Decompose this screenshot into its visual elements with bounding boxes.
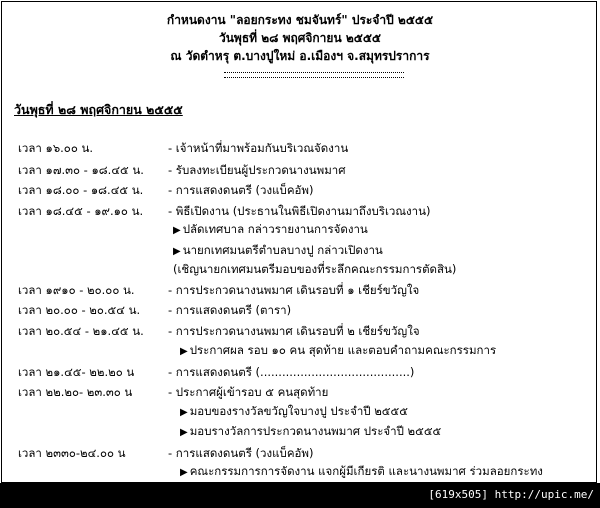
sub-item [180, 340, 496, 360]
sub-item [180, 461, 543, 481]
watermark-bar [0, 483, 600, 508]
schedule-time: เวลา ๑๙๑๐ - ๒๐.๐๐ น. [18, 283, 135, 297]
schedule-row [0, 382, 600, 402]
schedule-row [0, 443, 600, 463]
schedule-desc: - การแสดงดนตรี (ตารา) [168, 303, 292, 317]
schedule-desc: - การแสดงดนตรี (.........................................) [168, 365, 415, 379]
schedule-desc: - พิธีเปิดงาน (ประธานในพิธีเปิดงานมาถึงบริเวณงาน) [168, 204, 431, 218]
schedule-row [0, 321, 600, 341]
opening-note: (เชิญนายกเทศมนตรีมอบของที่ระลึกคณะกรรมการตัดสิน) [173, 262, 457, 276]
schedule-time: เวลา ๑๗.๓๐ - ๑๘.๔๕ น. [18, 163, 144, 177]
schedule-desc: - การประกวดนางนพมาศ เดินรอบที่ ๒ เชียร์ขวัญใจ [168, 324, 420, 338]
header-line-1: กำหนดงาน "ลอยกระทง ชมจันทร์" ประจำปี ๒๕๕๕ [166, 13, 434, 27]
schedule-time: เวลา ๑๘.๐๐ - ๑๘.๔๕ น. [18, 183, 144, 197]
arrow-right-icon: ▶ [180, 467, 188, 478]
schedule-row [0, 201, 600, 221]
schedule-time: เวลา ๒๓๓๐-๒๔.๐๐ น [18, 446, 126, 460]
arrow-right-icon: ▶ [173, 246, 181, 257]
schedule-time: เวลา ๑๖.๐๐ น. [18, 141, 94, 155]
schedule-row [0, 300, 600, 320]
sub-item-text: ปลัดเทศบาล กล่าวรายงานการจัดงาน [182, 222, 368, 236]
sub-item-text: คณะกรรมการการจัดงาน แจกผู้มีเกียรติ และนางนพมาศ ร่วมลอยกระทง [189, 464, 543, 478]
arrow-right-icon: ▶ [180, 427, 188, 438]
sub-item-text: นายกเทศมนตรีตำบลบางปู กล่าวเปิดงาน [182, 243, 383, 257]
schedule-time: เวลา ๒๐.๐๐ - ๒๐.๕๔ น. [18, 303, 141, 317]
watermark-text: [619x505] http://upic.me/ [428, 488, 594, 501]
schedule-desc: - การแสดงดนตรี (วงแบ็คอัพ) [168, 183, 314, 197]
schedule-desc: - การประกวดนางนพมาศ เดินรอบที่ ๑ เชียร์ขวัญใจ [168, 283, 420, 297]
schedule-row [0, 280, 600, 300]
sub-item [180, 421, 441, 441]
day-heading: วันพุธที่ ๒๘ พฤศจิกายน ๒๕๕๕ [14, 102, 183, 117]
sub-item-text: ประกาศผล รอบ ๑๐ คน สุดท้าย และตอบคำถามคณะกรรมการ [189, 343, 497, 357]
schedule-desc: - เจ้าหน้าที่มาพร้อมกันบริเวณจัดงาน [168, 141, 349, 155]
sub-item [173, 240, 383, 260]
schedule-desc: - รับลงทะเบียนผู้ประกวดนางนพมาศ [168, 163, 346, 177]
schedule-desc: - การแสดงดนตรี (วงแบ็คอัพ) [168, 446, 314, 460]
arrow-right-icon: ▶ [180, 407, 188, 418]
schedule-time: เวลา ๒๑.๔๕- ๒๒.๒๐ น [18, 365, 135, 379]
schedule-desc: - ประกาศผู้เข้ารอบ ๕ คนสุดท้าย [168, 385, 329, 399]
sub-item-text: มอบของรางวัลขวัญใจบางปู ประจำปี ๒๕๕๕ [189, 404, 408, 418]
header-line-2: วันพุธที่ ๒๘ พฤศจิกายน ๒๕๕๕ [218, 31, 381, 45]
schedule-row [0, 180, 600, 200]
sub-item [173, 219, 368, 239]
separator-line [224, 72, 404, 78]
sub-item-text: มอบรางวัลการประกวดนางนพมาศ ประจำปี ๒๕๕๕ [189, 424, 442, 438]
schedule-row [0, 160, 600, 180]
schedule-time: เวลา ๑๘.๔๕ - ๑๙.๑๐ น. [18, 204, 144, 218]
header-line-3: ณ วัดตำหรุ ต.บางปูใหม่ อ.เมืองฯ จ.สมุทรปราการ [170, 49, 430, 63]
arrow-right-icon: ▶ [180, 346, 188, 357]
schedule-row [0, 138, 600, 158]
schedule-time: เวลา ๒๐.๕๔ - ๒๑.๔๕ น. [18, 324, 144, 338]
arrow-right-icon: ▶ [173, 225, 181, 236]
sub-item [180, 401, 408, 421]
schedule-row [0, 362, 600, 382]
schedule-time: เวลา ๒๒.๒๐- ๒๓.๓๐ น [18, 385, 133, 399]
